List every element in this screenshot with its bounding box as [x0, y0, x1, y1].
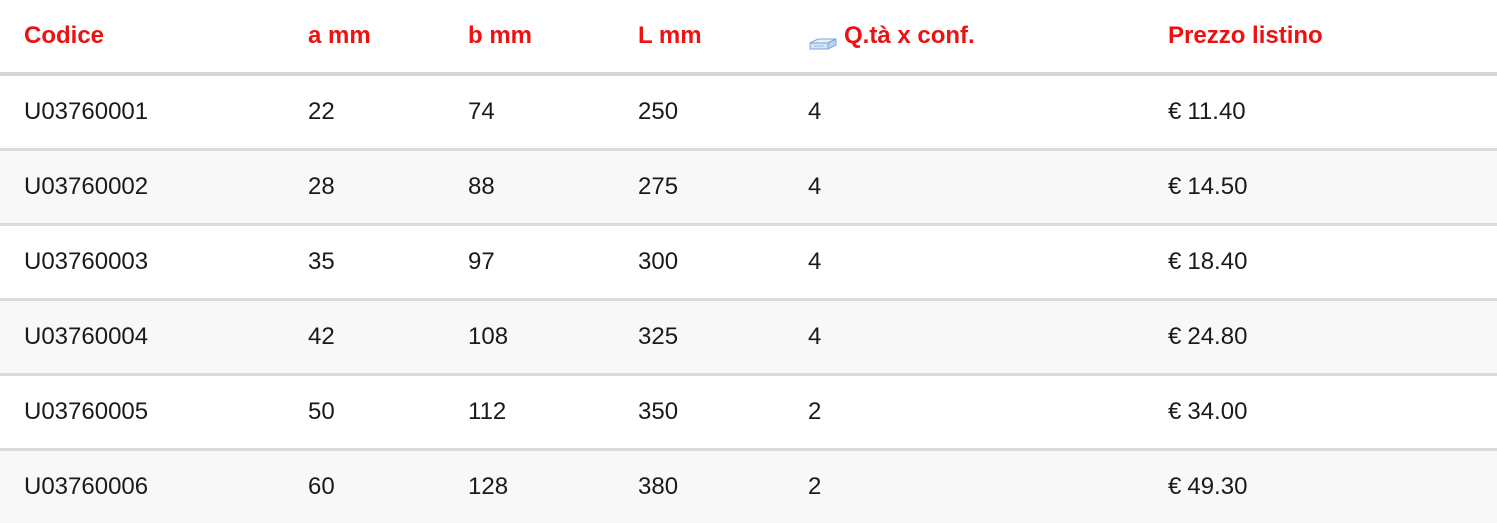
currency-symbol: €: [1168, 473, 1182, 500]
cell-b: 88: [468, 173, 495, 200]
cell-b: 97: [468, 248, 495, 275]
header-qty[interactable]: [808, 22, 1168, 50]
cell-b: 74: [468, 98, 495, 125]
package-icon: [808, 30, 838, 44]
cell-l: 275: [638, 173, 679, 200]
cell-codice: U03760005: [24, 398, 149, 425]
price-value: 34.00: [1187, 398, 1248, 425]
currency-symbol: €: [1168, 248, 1182, 275]
currency-symbol: €: [1168, 173, 1182, 200]
cell-price: [1168, 398, 1497, 426]
header-a-mm[interactable]: a mm: [308, 22, 371, 49]
cell-qty: 4: [808, 248, 822, 275]
cell-price: [1168, 173, 1497, 201]
price-value: 24.80: [1187, 323, 1248, 350]
cell-l: 325: [638, 323, 679, 350]
table-row[interactable]: [0, 76, 1497, 151]
cell-b: 112: [468, 398, 507, 425]
currency-symbol: €: [1168, 323, 1182, 350]
cell-qty: 4: [808, 173, 822, 200]
cell-qty: 2: [808, 398, 822, 425]
cell-a: 60: [308, 473, 335, 500]
price-value: 14.50: [1187, 173, 1248, 200]
cell-price: [1168, 248, 1497, 276]
cell-b: 108: [468, 323, 509, 350]
cell-l: 250: [638, 98, 679, 125]
price-value: 18.40: [1187, 248, 1248, 275]
cell-codice: U03760001: [24, 98, 149, 125]
cell-l: 380: [638, 473, 679, 500]
cell-qty: 2: [808, 473, 822, 500]
table-row[interactable]: [0, 301, 1497, 376]
cell-a: 35: [308, 248, 335, 275]
currency-symbol: €: [1168, 98, 1182, 125]
cell-price: [1168, 98, 1497, 126]
header-b-mm[interactable]: b mm: [468, 22, 533, 49]
cell-qty: 4: [808, 323, 822, 350]
header-price[interactable]: Prezzo listino: [1168, 22, 1323, 49]
cell-codice: U03760002: [24, 173, 149, 200]
table-row[interactable]: [0, 151, 1497, 226]
cell-codice: U03760004: [24, 323, 149, 350]
table-row[interactable]: [0, 451, 1497, 523]
header-codice[interactable]: Codice: [24, 22, 105, 49]
cell-b: 128: [468, 473, 509, 500]
table-row[interactable]: [0, 226, 1497, 301]
price-value: 49.30: [1187, 473, 1248, 500]
cell-price: [1168, 473, 1497, 501]
price-value: 11.40: [1187, 98, 1246, 125]
table-row[interactable]: [0, 376, 1497, 451]
table-header-row: [0, 0, 1497, 76]
cell-a: 50: [308, 398, 335, 425]
cell-codice: U03760006: [24, 473, 149, 500]
cell-l: 300: [638, 248, 679, 275]
currency-symbol: €: [1168, 398, 1182, 425]
cell-a: 22: [308, 98, 335, 125]
cell-qty: 4: [808, 98, 822, 125]
cell-a: 42: [308, 323, 335, 350]
header-l-mm[interactable]: L mm: [638, 22, 702, 49]
cell-a: 28: [308, 173, 335, 200]
cell-l: 350: [638, 398, 679, 425]
header-qty-label: Q.tà x conf.: [844, 22, 975, 49]
cell-codice: U03760003: [24, 248, 149, 275]
cell-price: [1168, 323, 1497, 351]
